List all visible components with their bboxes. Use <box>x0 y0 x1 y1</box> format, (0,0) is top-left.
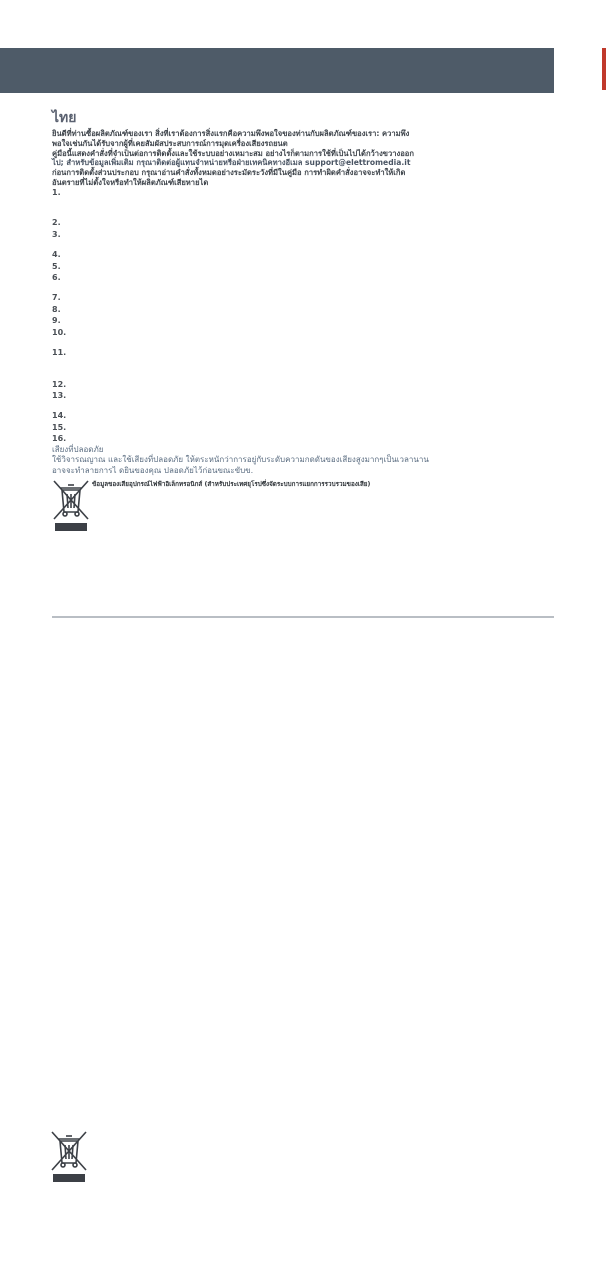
list-item: 8. <box>52 304 61 314</box>
list-item: 15. <box>52 422 67 432</box>
list-item: 5. <box>52 261 61 271</box>
list-item: 14. <box>52 410 67 420</box>
safety-heading: เสียงที่ปลอดภัย <box>52 445 104 455</box>
list-item: 6. <box>52 273 61 283</box>
safety-line: อาจจะทำลายการไ ดยินของคุณ ปลอดภัยไว้ก่อนขณะขับข. <box>52 465 254 475</box>
list-item: 2. <box>52 218 61 228</box>
intro-line-support-email: ไป; สำหรับข้อมูลเพิ่มเติม กรุณาติดต่อผู้แทนจำหน่ายหรือฝ่ายเทคนิคทางอีเมล support@elettromedia.it <box>52 158 411 168</box>
intro-line: ก่อนการติดตั้งส่วนประกอบ กรุณาอ่านคำสั่งทั้งหมดอย่างระมัดระวังที่มีในคู่มือ การทำผิดคำสั่งอาจจะทำให้เกิด <box>52 168 406 178</box>
intro-line: อันตรายที่ไม่ตั้งใจหรือทำให้ผลิตภัณฑ์เสียหายได <box>52 177 209 187</box>
list-item: 16. <box>52 434 67 444</box>
numbered-instructions <box>52 188 554 444</box>
section-divider <box>52 616 554 618</box>
list-item: 3. <box>52 230 61 240</box>
list-item: 1. <box>52 187 61 197</box>
weee-notice-text: ข้อมูลของเสียอุปกรณ์ไฟฟ้าอิเล็กทรอนิกส์ (สำหรับประเทศยุโรปซึ่งจัดระบบการแยกการรวบรวมของเสีย) <box>92 481 371 489</box>
list-item: 12. <box>52 379 67 389</box>
list-item: 11. <box>52 347 67 357</box>
crossed-out-wheeled-bin-icon <box>52 479 90 535</box>
list-item: 7. <box>52 293 61 302</box>
list-item: 4. <box>52 249 61 259</box>
intro-line: คู่มือนี้แสดงคำสั่งที่จำเป็นต่อการติดตั้งและใช้ระบบอย่างเหมาะสม อย่างไรก็ตามการใช้ที่เป็นไปได้กว้างขวางออก <box>52 148 414 158</box>
crossed-out-wheeled-bin-icon <box>50 1130 88 1186</box>
weee-notice <box>52 479 554 535</box>
list-item: 10. <box>52 328 67 338</box>
header-band <box>0 48 554 93</box>
list-item: 9. <box>52 316 61 326</box>
language-title: ไทย <box>52 110 77 126</box>
list-item: 13. <box>52 391 67 401</box>
document-body <box>52 110 554 535</box>
page-edge-accent <box>602 48 606 90</box>
intro-line: พอใจเช่นกันได้รับจากผู้ที่เคยสัมผัสประสบการณ์การมุดเครื่องเสียงรถยนต <box>52 138 288 148</box>
safety-line: ใช้วิจารณญาณ และใช้เสียงที่ปลอดภัย ให้ตระหนักว่าการอยู่กับระดับความกดดันของเสียงสูงมากๆเป็นเวลานาน <box>52 455 429 465</box>
intro-line: ยินดีที่ท่านซื้อผลิตภัณฑ์ของเรา สิ่งที่เราต้องการสิ่งแรกคือความพึงพอใจของท่านกับผลิตภัณฑ์ของเรา: ความพึง <box>52 129 410 138</box>
intro-paragraph <box>52 129 554 188</box>
